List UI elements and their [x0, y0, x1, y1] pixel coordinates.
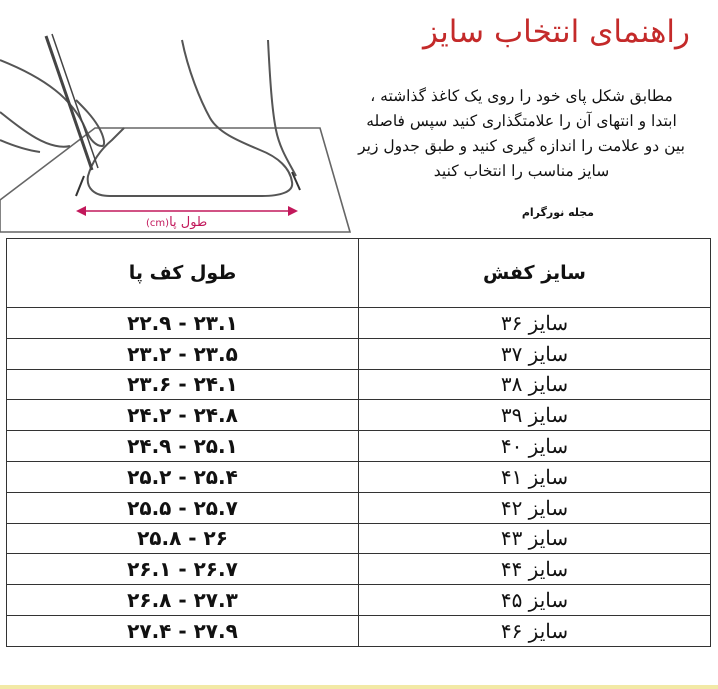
- bottom-edge-strip: [0, 685, 718, 689]
- foot-length-cell: ۲۳.۶ - ۲۴.۱: [7, 369, 359, 400]
- foot-length-cell: ۲۴.۹ - ۲۵.۱: [7, 431, 359, 462]
- foot-length-cell: ۲۲.۹ - ۲۳.۱: [7, 308, 359, 339]
- instruction-line: بین دو علامت را اندازه گیری کنید و طبق جدول زیر: [358, 137, 685, 155]
- shoe-size-cell: سایز ۴۳: [359, 523, 711, 554]
- instruction-line: مطابق شکل پای خود را روی یک کاغذ گذاشته ،: [370, 87, 673, 105]
- foot-length-cell: ۲۵.۸ - ۲۶: [7, 523, 359, 554]
- foot-length-cell: ۲۳.۲ - ۲۳.۵: [7, 338, 359, 369]
- shoe-size-cell: سایز ۴۵: [359, 585, 711, 616]
- foot-length-label: طول پا: [169, 215, 208, 230]
- shoe-size-cell: سایز ۴۲: [359, 492, 711, 523]
- shoe-size-cell: سایز ۳۸: [359, 369, 711, 400]
- foot-length-caption: [140, 215, 207, 230]
- table-row: [7, 585, 711, 616]
- table-row: [7, 308, 711, 339]
- shoe-size-cell: سایز ۳۶: [359, 308, 711, 339]
- header-foot-length: طول کف پا: [7, 239, 359, 308]
- foot-length-unit: (cm): [146, 218, 170, 229]
- shoe-size-cell: سایز ۳۷: [359, 338, 711, 369]
- foot-length-cell: ۲۶.۱ - ۲۶.۷: [7, 554, 359, 585]
- pen-icon: [46, 36, 92, 170]
- pen-body: [52, 34, 98, 168]
- table-row: [7, 615, 711, 646]
- table-row: [7, 554, 711, 585]
- shoe-size-cell: سایز ۳۹: [359, 400, 711, 431]
- shoe-size-cell: سایز ۴۰: [359, 431, 711, 462]
- foot-outline: [88, 40, 292, 196]
- foot-length-cell: ۲۵.۵ - ۲۵.۷: [7, 492, 359, 523]
- foot-measurement-illustration: [0, 0, 360, 236]
- table-row: [7, 523, 711, 554]
- size-rows: [7, 308, 711, 647]
- foot-length-cell: ۲۶.۸ - ۲۷.۳: [7, 585, 359, 616]
- foot-length-cell: ۲۴.۲ - ۲۴.۸: [7, 400, 359, 431]
- page-title: راهنمای انتخاب سایز: [422, 14, 690, 50]
- start-mark: [76, 176, 84, 196]
- table-row: [7, 492, 711, 523]
- table-row: [7, 461, 711, 492]
- instruction-line: سایز مناسب را انتخاب کنید: [433, 162, 610, 180]
- instructions-text: [349, 84, 694, 184]
- shoe-size-cell: سایز ۴۱: [359, 461, 711, 492]
- foot-length-cell: ۲۷.۴ - ۲۷.۹: [7, 615, 359, 646]
- shoe-size-cell: سایز ۴۶: [359, 615, 711, 646]
- shoe-size-cell: سایز ۴۴: [359, 554, 711, 585]
- foot-length-cell: ۲۵.۲ - ۲۵.۴: [7, 461, 359, 492]
- brand-label: مجله نورگرام: [521, 206, 594, 219]
- table-row: [7, 431, 711, 462]
- instruction-line: ابتدا و انتهای آن را علامتگذاری کنید سپس فاصله: [366, 112, 677, 130]
- header-shoe-size: سایز کفش: [359, 239, 711, 308]
- size-chart-table: [6, 238, 711, 647]
- table-header-row: [7, 239, 711, 308]
- table-row: [7, 338, 711, 369]
- table-row: [7, 400, 711, 431]
- table-row: [7, 369, 711, 400]
